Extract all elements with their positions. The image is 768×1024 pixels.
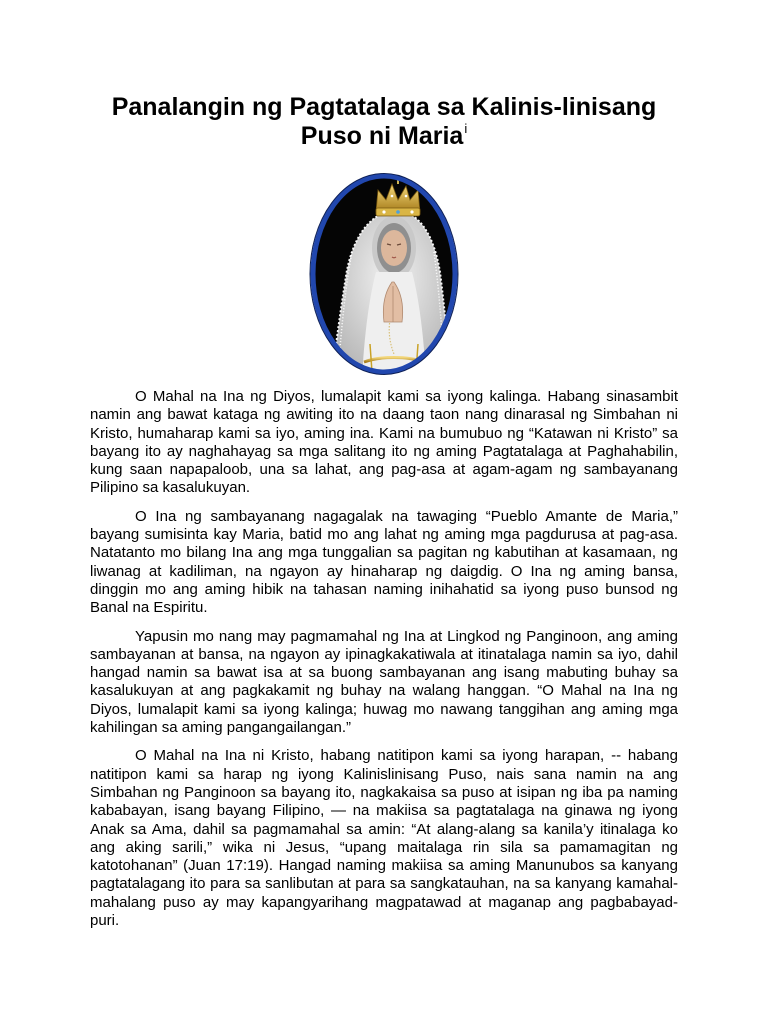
crown-jewel bbox=[382, 210, 385, 213]
page-title bbox=[90, 93, 678, 151]
title-line-1: Panalangin ng Pagtatalaga sa Kalinis-linisang bbox=[111, 93, 657, 121]
paragraph-3: Yapusin mo nang may pagmamahal ng Ina at Lingkod ng Panginoon, ang aming sambayanan at bansa, na ngayon ay ipinagkakatiwala at itinatalaga namin sa iyo, dahil hangad namin sa bawat isa at sa buong sambayanan ang isang mabuting buhay sa kasalukuyan at ang pagkakamit ng buhay na walang hanggan. “O Mahal na Ina ng Diyos, lumalapit kami sa iyong kalinga; huwag mo nawang tanggihan ang aming mga kahilingan sa aming pangangailangan.” bbox=[90, 627, 678, 737]
paragraph-1: O Mahal na Ina ng Diyos, lumalapit kami sa iyong kalinga. Habang sinasambit namin ang bawat kataga ng awiting ito na daang taon nang dinarasal ng Simbahan ni Kristo, humaharap kami sa iyo, aming ina. Kami na bumubuo ng “Katawan ni Kristo” sa bayang ito ay naghahayag sa mga salitang ito ng aming Pagtatalaga at Paghahabilin, kung saan napapaloob, una sa lahat, ang pag-asa at agam-agam ng sambayanang Pilipino sa kasalukuyan. bbox=[90, 388, 678, 497]
paragraph-4: O Mahal na Ina ni Kristo, habang natitipon kami sa iyong harapan, -- habang natitipon kami sa harap ng iyong Kalinislinisang Puso, nais sana namin na ang Simbahan ng Panginoon sa bayang ito, nagkakaisa sa puso at isipan ng iba pa naming kababayan, isang bayang Filipino, — na makiisa sa pagtatalaga na ginawa ng iyong Anak sa Ama, dahil sa pagmamahal sa amin: “At alang-alang sa kanila’y itinalaga ko ang aking sarili,” wika ni Jesus, “upang maitalaga rin sila sa pamamagitan ng katotohanan” (Juan 17:19). Hangad naming makiisa sa aming Manunubos sa kanyang pagtatalagang ito para sa sanlibutan at para sa sangkatauhan, na sa kanyang kamahal-mahalang puso ay may kapangyarihang magpatawad at maganap ang pagbabayad-puri. bbox=[90, 747, 678, 930]
statue-face bbox=[381, 230, 407, 266]
footnote-marker-link[interactable]: i bbox=[464, 121, 468, 136]
paragraph-2: O Ina ng sambayanang nagagalak na tawaging “Pueblo Amante de Maria,” bayang sumisinta kay Maria, batid mo ang lahat ng aming mga pagdurusa at pag-asa. Natatanto mo bilang Ina ang mga tunggalian sa pagitan ng kabutihan at kasamaan, ng liwanag at kadiliman, na ngayon ay hinaharap ng daigdig. O Ina ng aming bansa, dinggin mo ang aming hibik na tahasan naming inihahatid sa iyong puso bunsod ng Banal na Espiritu. bbox=[90, 507, 678, 617]
crown-jewel bbox=[396, 210, 400, 214]
crown-jewel bbox=[405, 195, 408, 198]
virgin-mary-statue-image bbox=[308, 172, 460, 376]
title-line-2: Puso ni Maria bbox=[300, 122, 464, 150]
statue-oval-illustration bbox=[308, 172, 460, 376]
crown-jewel bbox=[391, 195, 394, 198]
crown-jewel bbox=[410, 210, 413, 213]
title-line-2-wrapper bbox=[90, 122, 678, 151]
prayer-body bbox=[90, 388, 678, 940]
